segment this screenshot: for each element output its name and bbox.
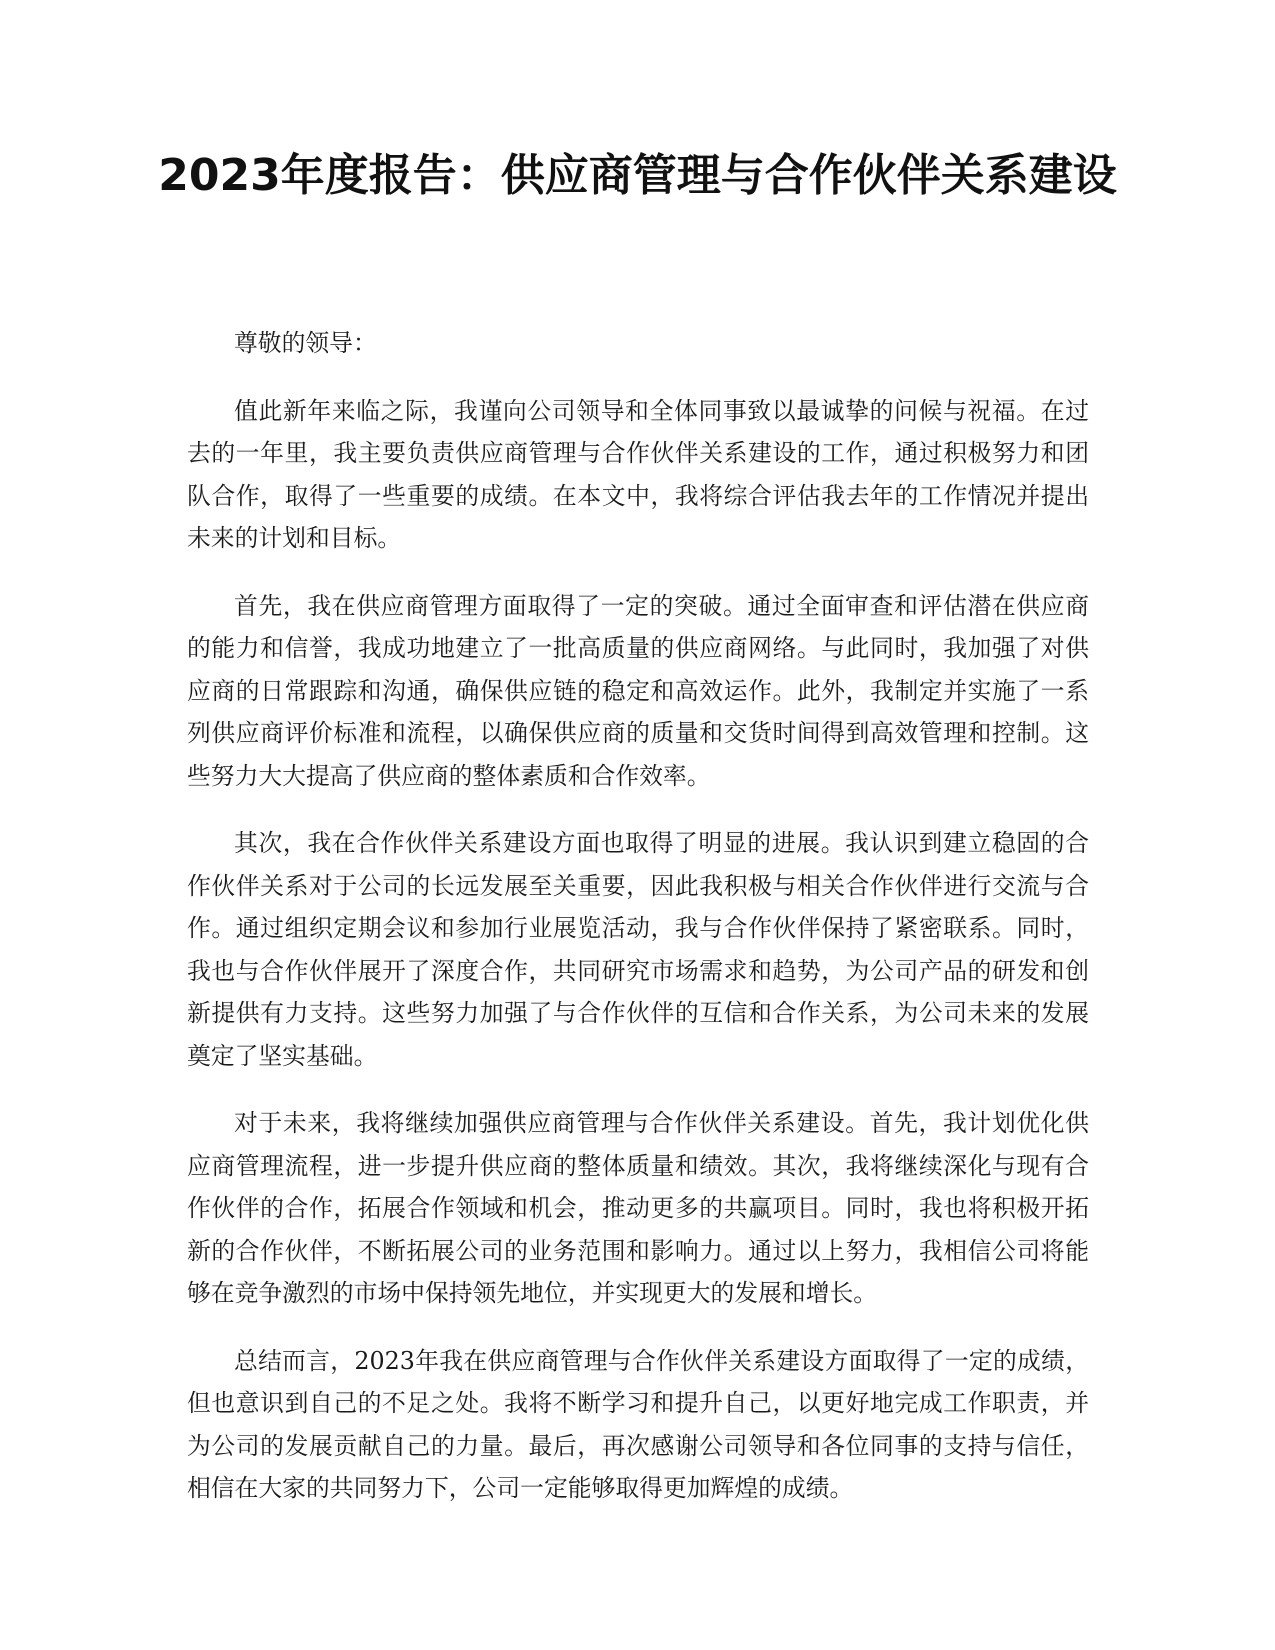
paragraph-intro: 值此新年来临之际，我谨向公司领导和全体同事致以最诚挚的问候与祝福。在过去的一年里，我主要负责供应商管理与合作伙伴关系建设的工作，通过积极努力和团队合作，取得了一些重要的成绩。在本文中，我将综合评估我去年的工作情况并提出未来的计划和目标。 <box>187 396 1089 552</box>
document-body <box>187 322 1089 1535</box>
paragraph-partnership: 其次，我在合作伙伴关系建设方面也取得了明显的进展。我认识到建立稳固的合作伙伴关系对于公司的长远发展至关重要，因此我积极与相关合作伙伴进行交流与合作。通过组织定期会议和参加行业展览活动，我与合作伙伴保持了紧密联系。同时，我也与合作伙伴展开了深度合作，共同研究市场需求和趋势，为公司产品的研发和创新提供有力支持。这些努力加强了与合作伙伴的互信和合作关系，为公司未来的发展奠定了坚实基础。 <box>187 829 1089 1070</box>
paragraph-conclusion: 总结而言，2023年我在供应商管理与合作伙伴关系建设方面取得了一定的成绩，但也意识到自己的不足之处。我将不断学习和提升自己，以更好地完成工作职责，并为公司的发展贡献自己的力量。最后，再次感谢公司领导和各位同事的支持与信任，相信在大家的共同努力下，公司一定能够取得更加辉煌的成绩。 <box>187 1346 1089 1502</box>
document-title: 2023年度报告：供应商管理与合作伙伴关系建设 <box>158 150 1117 201</box>
salutation: 尊敬的领导： <box>234 329 377 357</box>
paragraph-supplier-management: 首先，我在供应商管理方面取得了一定的突破。通过全面审查和评估潜在供应商的能力和信誉，我成功地建立了一批高质量的供应商网络。与此同时，我加强了对供应商的日常跟踪和沟通，确保供应链的稳定和高效运作。此外，我制定并实施了一系列供应商评价标准和流程，以确保供应商的质量和交货时间得到高效管理和控制。这些努力大大提高了供应商的整体素质和合作效率。 <box>187 591 1089 790</box>
paragraph-future-plans: 对于未来，我将继续加强供应商管理与合作伙伴关系建设。首先，我计划优化供应商管理流程，进一步提升供应商的整体质量和绩效。其次，我将继续深化与现有合作伙伴的合作，拓展合作领域和机会，推动更多的共赢项目。同时，我也将积极开拓新的合作伙伴，不断拓展公司的业务范围和影响力。通过以上努力，我相信公司将能够在竞争激烈的市场中保持领先地位，并实现更大的发展和增长。 <box>187 1109 1089 1307</box>
